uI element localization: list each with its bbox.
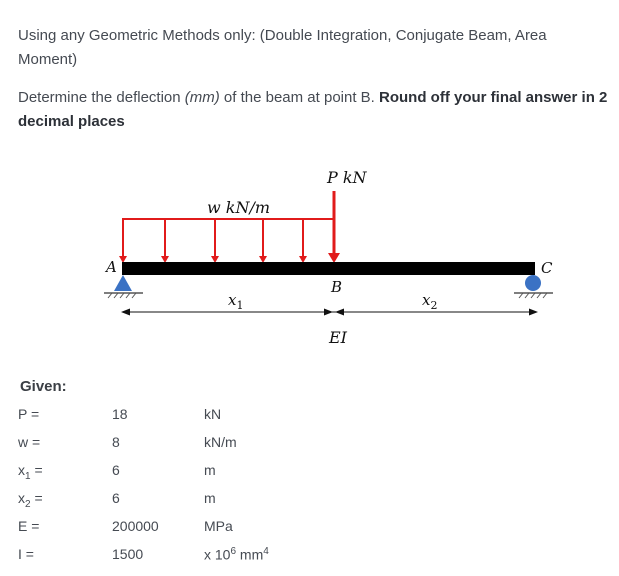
given-label-subscript: 1	[25, 470, 31, 482]
given-unit: m	[204, 490, 216, 506]
given-row-x2	[0, 490, 619, 512]
given-unit: MPa	[204, 518, 233, 534]
given-value: 8	[112, 434, 120, 450]
given-value: 6	[112, 490, 120, 506]
span-x1-symbol: x	[228, 291, 237, 309]
given-label: P =	[18, 406, 40, 422]
given-unit: kN	[204, 406, 222, 422]
span-x2-symbol: x	[422, 291, 431, 309]
given-label: E =	[18, 518, 40, 534]
distributed-load-arrow-head	[299, 256, 307, 263]
given-label-subscript: 2	[25, 498, 31, 510]
given-unit-exponent: 6	[230, 546, 237, 557]
given-unit: kN/m	[204, 434, 237, 450]
given-label: I =	[18, 546, 34, 562]
given-value: 1500	[112, 546, 144, 562]
given-heading: Given:	[20, 378, 67, 395]
question-instruction: Using any Geometric Methods only: (Double Integration, Conjugate Beam, Area Moment)	[18, 27, 547, 68]
prompt-text-b: of the beam at point B.	[219, 89, 380, 106]
given-label-symbol: x	[18, 490, 25, 506]
span-x1-label	[228, 291, 243, 312]
prompt-text-a: Determine the deflection	[18, 89, 185, 106]
given-unit-base: x 10	[204, 546, 231, 563]
span-x1-subscript: 1	[236, 299, 244, 312]
roller-support-c	[514, 275, 553, 298]
given-unit	[204, 546, 269, 563]
pin-triangle	[114, 275, 132, 291]
given-row-p	[0, 406, 619, 428]
given-label-equals: =	[30, 490, 43, 506]
point-b-label: B	[331, 278, 343, 296]
given-label-symbol: x	[18, 462, 25, 478]
roller	[525, 275, 541, 291]
pin-support-a	[104, 275, 143, 298]
distributed-load	[119, 219, 334, 263]
beam	[122, 262, 535, 275]
dimension-arrow	[324, 309, 333, 316]
distributed-load-arrow-head	[161, 256, 169, 263]
stiffness-label: EI	[329, 328, 347, 347]
given-label: w =	[18, 434, 41, 450]
point-load	[328, 191, 340, 263]
span-x2-label	[422, 291, 437, 312]
distributed-load-arrow-head	[211, 256, 219, 263]
point-load-label: P kN	[327, 168, 367, 187]
dimension-arrow	[335, 309, 344, 316]
given-row-w	[0, 434, 619, 456]
given-unit-exponent: 4	[263, 546, 269, 557]
span-x2-subscript: 2	[430, 299, 438, 312]
prompt-rounding-note: Round off your final answer in 2 decimal places	[18, 89, 608, 130]
given-label-equals: =	[30, 462, 43, 478]
question-prompt	[18, 86, 618, 134]
given-row-x1	[0, 462, 619, 484]
dimension-arrow	[529, 309, 538, 316]
given-value: 200000	[112, 518, 159, 534]
given-value: 6	[112, 462, 120, 478]
point-load-arrow-head	[328, 253, 340, 263]
prompt-unit: (mm)	[184, 89, 220, 106]
dimension-arrow	[121, 309, 130, 316]
distributed-load-arrow-head	[259, 256, 267, 263]
distributed-load-arrow-head	[119, 256, 127, 263]
given-row-i	[0, 546, 619, 568]
distributed-load-label: w kN/m	[207, 198, 271, 217]
support-c-label: C	[541, 259, 553, 277]
given-unit-mm: mm	[236, 546, 264, 563]
given-label	[18, 490, 43, 510]
given-row-e	[0, 518, 619, 540]
beam-diagram	[0, 160, 619, 360]
dimension-line	[121, 309, 538, 316]
support-a-label: A	[106, 258, 117, 276]
given-value: 18	[112, 406, 128, 422]
given-unit: m	[204, 462, 216, 478]
given-label	[18, 462, 43, 482]
